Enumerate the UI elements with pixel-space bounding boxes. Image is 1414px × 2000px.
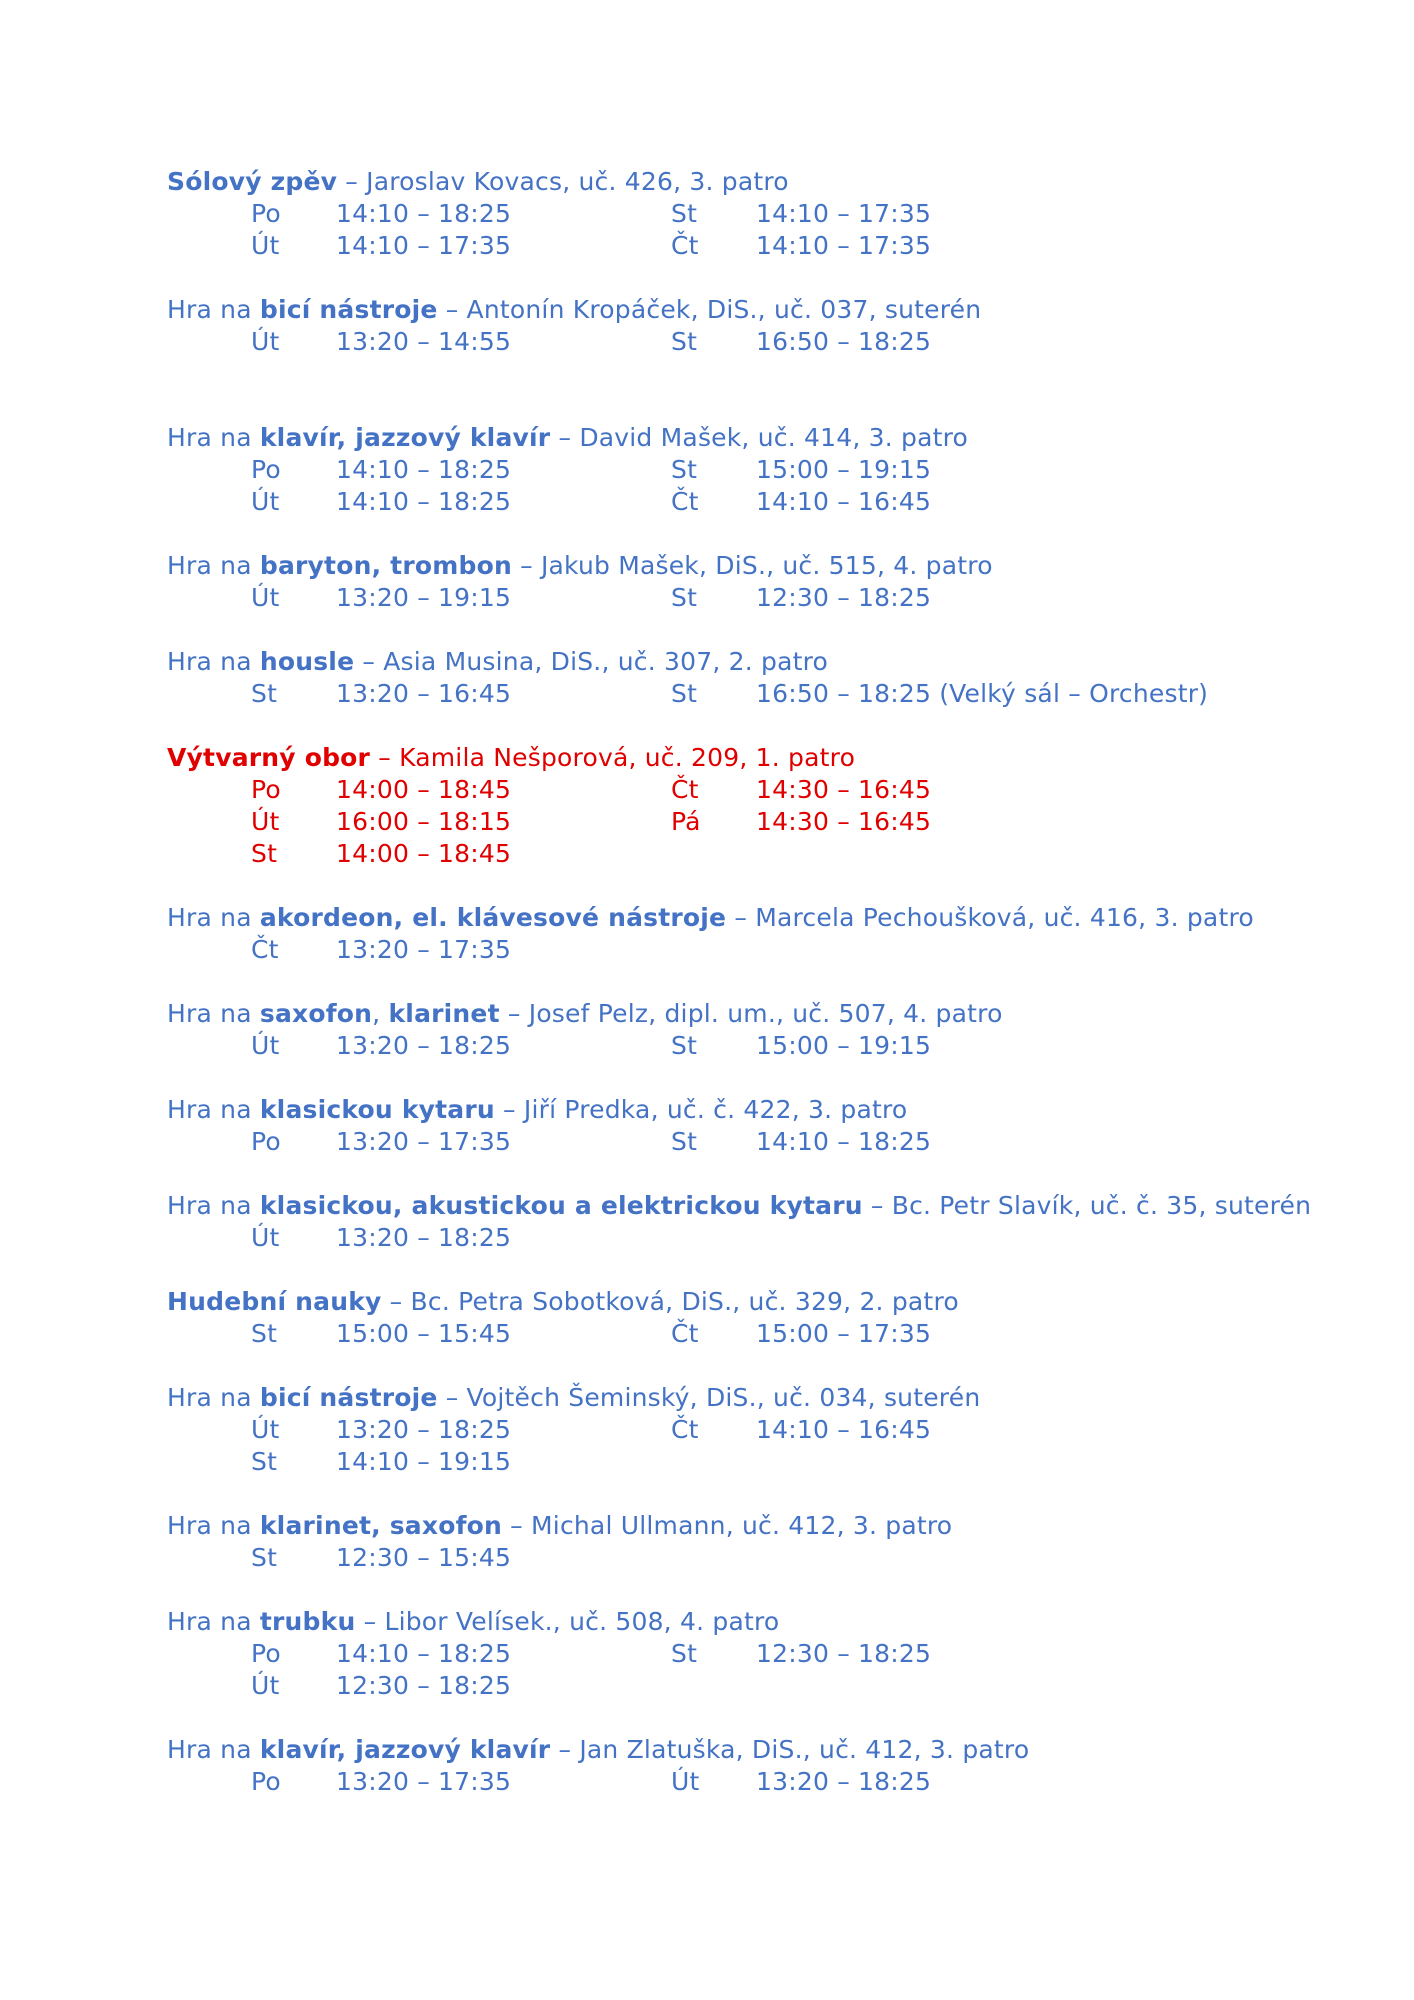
teacher-room-info: – Josef Pelz, dipl. um., uč. 507, 4. patro: [499, 999, 1003, 1028]
schedule-grid: [167, 1414, 1347, 1478]
schedule-grid: [167, 678, 1347, 710]
schedule-document: [167, 166, 1347, 1830]
time-range: 13:20 – 16:45: [336, 679, 512, 708]
teacher-room-info: – Libor Velísek., uč. 508, 4. patro: [355, 1607, 780, 1636]
subject-name: Sólový zpěv: [167, 167, 338, 196]
subject-name: klavír, jazzový klavír: [259, 1735, 551, 1764]
teacher-room-info: – David Mašek, uč. 414, 3. patro: [550, 423, 969, 452]
title-prefix: Hra na: [167, 903, 260, 932]
time-range: 14:30 – 16:45: [756, 807, 932, 836]
day-label: Čt: [671, 1415, 699, 1444]
time-range: 14:10 – 17:35: [756, 231, 932, 260]
day-label: St: [671, 327, 698, 356]
day-label: Čt: [671, 231, 699, 260]
day-label: Čt: [671, 487, 699, 516]
schedule-entry: [167, 1190, 1347, 1254]
schedule-grid: [167, 1638, 1347, 1702]
day-label: Út: [251, 583, 280, 612]
time-range: 15:00 – 15:45: [336, 1319, 512, 1348]
teacher-room-info: – Kamila Nešporová, uč. 209, 1. patro: [370, 743, 856, 772]
time-range: 14:00 – 18:45: [336, 775, 512, 804]
subject-name: housle: [259, 647, 355, 676]
subject-name: klasickou kytaru: [259, 1095, 495, 1124]
day-label: Út: [671, 1767, 700, 1796]
title-prefix: Hra na: [167, 1735, 260, 1764]
time-range: 15:00 – 19:15: [756, 455, 932, 484]
entry-title: [167, 1606, 1347, 1638]
schedule-grid: [167, 454, 1347, 518]
title-prefix: Hra na: [167, 1191, 260, 1220]
day-label: St: [671, 1639, 698, 1668]
schedule-entry: [167, 422, 1347, 518]
time-range: 14:00 – 18:45: [336, 839, 512, 868]
day-label: Po: [251, 775, 281, 804]
title-prefix: Hra na: [167, 295, 260, 324]
schedule-entry: [167, 166, 1347, 262]
entry-title: [167, 1734, 1347, 1766]
day-label: St: [671, 583, 698, 612]
title-prefix: Hra na: [167, 1607, 260, 1636]
day-label: Čt: [671, 1319, 699, 1348]
teacher-room-info: – Marcela Pechoušková, uč. 416, 3. patro: [726, 903, 1254, 932]
day-label: Čt: [671, 775, 699, 804]
entry-title: [167, 1510, 1347, 1542]
time-range: 14:10 – 18:25: [756, 1127, 932, 1156]
day-label: St: [251, 839, 278, 868]
subject-name-secondary: klarinet: [388, 999, 500, 1028]
time-range: 14:10 – 18:25: [336, 487, 512, 516]
time-range: 16:50 – 18:25: [756, 327, 932, 356]
subject-name: Výtvarný obor: [167, 743, 371, 772]
time-range: 12:30 – 18:25: [336, 1671, 512, 1700]
teacher-room-info: – Bc. Petr Slavík, uč. č. 35, suterén: [862, 1191, 1312, 1220]
time-range: 14:10 – 18:25: [336, 199, 512, 228]
time-range: 15:00 – 19:15: [756, 1031, 932, 1060]
entry-title: [167, 1382, 1347, 1414]
teacher-room-info: – Asia Musina, DiS., uč. 307, 2. patro: [354, 647, 829, 676]
title-prefix: Hra na: [167, 647, 260, 676]
time-range: 14:10 – 16:45: [756, 1415, 932, 1444]
teacher-room-info: – Michal Ullmann, uč. 412, 3. patro: [502, 1511, 953, 1540]
title-prefix: Hra na: [167, 1383, 260, 1412]
subject-name: bicí nástroje: [259, 1383, 438, 1412]
entry-title: [167, 550, 1347, 582]
time-range: 13:20 – 17:35: [336, 1767, 512, 1796]
schedule-grid: [167, 1126, 1347, 1158]
entry-title: [167, 1190, 1347, 1222]
schedule-entry: [167, 550, 1347, 614]
day-label: Út: [251, 1415, 280, 1444]
time-range: 14:10 – 19:15: [336, 1447, 512, 1476]
schedule-entry: [167, 998, 1347, 1062]
schedule-grid: [167, 326, 1347, 358]
teacher-room-info: – Bc. Petra Sobotková, DiS., uč. 329, 2. patro: [381, 1287, 959, 1316]
day-label: St: [671, 455, 698, 484]
subject-name: saxofon: [259, 999, 373, 1028]
schedule-grid: [167, 774, 1347, 870]
teacher-room-info: – Jan Zlatuška, DiS., uč. 412, 3. patro: [550, 1735, 1030, 1764]
title-prefix: Hra na: [167, 423, 260, 452]
day-label: St: [251, 1319, 278, 1348]
schedule-entry: [167, 1094, 1347, 1158]
time-range: 12:30 – 18:25: [756, 1639, 932, 1668]
day-label: Út: [251, 231, 280, 260]
day-label: Čt: [251, 935, 279, 964]
day-label: St: [251, 679, 278, 708]
time-range: 13:20 – 18:25: [336, 1223, 512, 1252]
day-label: St: [671, 1127, 698, 1156]
entry-title: [167, 422, 1347, 454]
subject-name: klavír, jazzový klavír: [259, 423, 551, 452]
day-label: Út: [251, 327, 280, 356]
subject-name: klarinet, saxofon: [259, 1511, 503, 1540]
schedule-grid: [167, 1222, 1347, 1254]
title-separator: ,: [372, 999, 389, 1028]
day-label: Po: [251, 1639, 281, 1668]
schedule-entry: [167, 1734, 1347, 1798]
entry-title: [167, 902, 1347, 934]
teacher-room-info: – Antonín Kropáček, DiS., uč. 037, suterén: [437, 295, 982, 324]
subject-name: bicí nástroje: [259, 295, 438, 324]
title-prefix: Hra na: [167, 999, 260, 1028]
day-label: Út: [251, 1223, 280, 1252]
schedule-grid: [167, 1542, 1347, 1574]
entry-title: [167, 742, 1347, 774]
title-prefix: Hra na: [167, 551, 260, 580]
day-label: Út: [251, 1031, 280, 1060]
time-range: 13:20 – 17:35: [336, 1127, 512, 1156]
subject-name: Hudební nauky: [167, 1287, 382, 1316]
schedule-grid: [167, 934, 1347, 966]
day-label: Po: [251, 455, 281, 484]
day-label: Út: [251, 807, 280, 836]
time-range: 13:20 – 17:35: [336, 935, 512, 964]
day-label: St: [251, 1447, 278, 1476]
time-range: 16:50 – 18:25 (Velký sál – Orchestr): [756, 679, 1209, 708]
day-label: Pá: [671, 807, 701, 836]
time-range: 13:20 – 18:25: [336, 1415, 512, 1444]
time-range: 16:00 – 18:15: [336, 807, 512, 836]
schedule-entry: [167, 294, 1347, 358]
schedule-entry: [167, 742, 1347, 870]
subject-name: akordeon, el. klávesové nástroje: [259, 903, 727, 932]
time-range: 14:10 – 18:25: [336, 1639, 512, 1668]
day-label: Po: [251, 199, 281, 228]
entry-title: [167, 1286, 1347, 1318]
time-range: 13:20 – 14:55: [336, 327, 512, 356]
subject-name: trubku: [259, 1607, 356, 1636]
entry-title: [167, 998, 1347, 1030]
time-range: 14:10 – 17:35: [756, 199, 932, 228]
entry-title: [167, 1094, 1347, 1126]
subject-name: klasickou, akustickou a elektrickou kytaru: [259, 1191, 863, 1220]
schedule-grid: [167, 582, 1347, 614]
entry-title: [167, 646, 1347, 678]
time-range: 14:30 – 16:45: [756, 775, 932, 804]
schedule-entry: [167, 1382, 1347, 1478]
entry-title: [167, 166, 1347, 198]
day-label: Út: [251, 487, 280, 516]
subject-name: baryton, trombon: [259, 551, 512, 580]
time-range: 14:10 – 18:25: [336, 455, 512, 484]
day-label: St: [671, 1031, 698, 1060]
time-range: 12:30 – 15:45: [336, 1543, 512, 1572]
schedule-entry: [167, 646, 1347, 710]
time-range: 15:00 – 17:35: [756, 1319, 932, 1348]
time-range: 12:30 – 18:25: [756, 583, 932, 612]
title-prefix: Hra na: [167, 1511, 260, 1540]
schedule-entry: [167, 902, 1347, 966]
schedule-entry: [167, 1286, 1347, 1350]
time-range: 13:20 – 18:25: [336, 1031, 512, 1060]
schedule-grid: [167, 1030, 1347, 1062]
schedule-entry: [167, 1510, 1347, 1574]
schedule-grid: [167, 1766, 1347, 1798]
day-label: Po: [251, 1127, 281, 1156]
time-range: 13:20 – 18:25: [756, 1767, 932, 1796]
title-prefix: Hra na: [167, 1095, 260, 1124]
day-label: St: [671, 199, 698, 228]
entry-title: [167, 294, 1347, 326]
time-range: 14:10 – 17:35: [336, 231, 512, 260]
day-label: St: [251, 1543, 278, 1572]
day-label: St: [671, 679, 698, 708]
day-label: Út: [251, 1671, 280, 1700]
teacher-room-info: – Jakub Mašek, DiS., uč. 515, 4. patro: [511, 551, 993, 580]
teacher-room-info: – Jiří Predka, uč. č. 422, 3. patro: [494, 1095, 908, 1124]
teacher-room-info: – Vojtěch Šeminský, DiS., uč. 034, suterén: [437, 1383, 981, 1412]
time-range: 14:10 – 16:45: [756, 487, 932, 516]
teacher-room-info: – Jaroslav Kovacs, uč. 426, 3. patro: [337, 167, 789, 196]
day-label: Po: [251, 1767, 281, 1796]
schedule-grid: [167, 198, 1347, 262]
schedule-grid: [167, 1318, 1347, 1350]
schedule-entry: [167, 1606, 1347, 1702]
time-range: 13:20 – 19:15: [336, 583, 512, 612]
